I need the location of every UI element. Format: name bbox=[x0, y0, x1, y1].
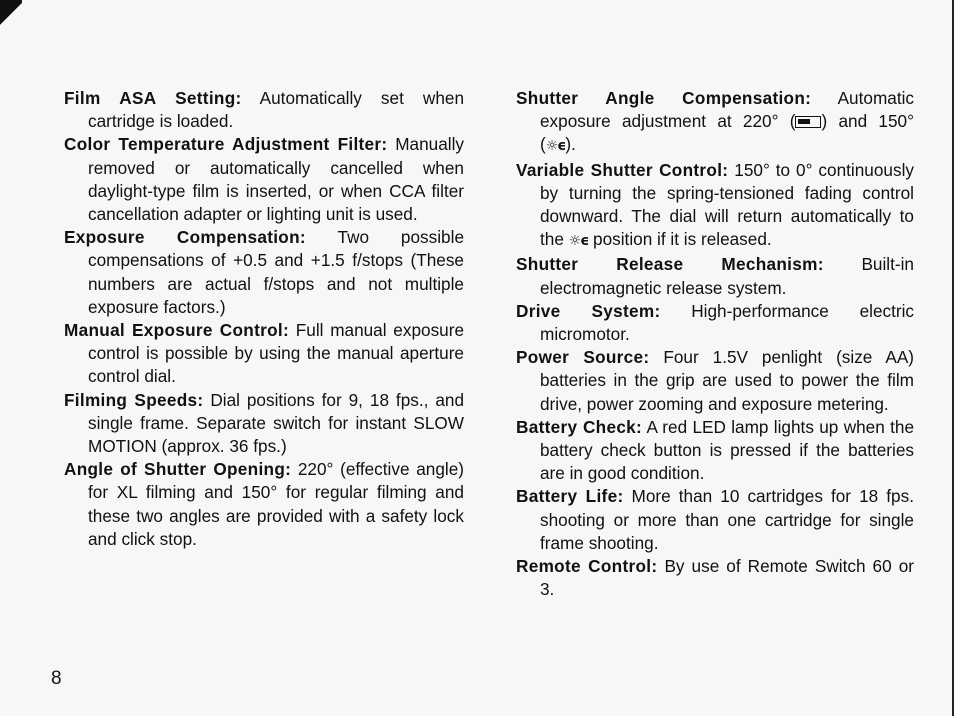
spec-text: By use of Remote Switch 60 or 3. bbox=[540, 556, 914, 600]
spec-text: Manually removed or automatically cancelled when daylight-type film is inserted, or when CCA filter cancellation adapter or lighting unit is used. bbox=[88, 134, 464, 225]
spec-term: Shutter Release Mechanism: bbox=[516, 254, 824, 275]
spec-manual-exposure bbox=[64, 319, 464, 389]
spec-shutter-angle-compensation bbox=[516, 87, 914, 159]
spec-text: Four 1.5V penlight (size AA) batteries in the grip are used to power the film drive, power zooming and exposure metering. bbox=[540, 347, 915, 414]
spec-text: 150° to 0° continuously by turning the spring-tensioned fading control downward. The dial will return automatically to the bbox=[540, 159, 914, 250]
spec-term: Color Temperature Adjustment Filter: bbox=[64, 134, 388, 155]
spec-battery-life bbox=[516, 485, 914, 555]
spec-text: ). bbox=[565, 134, 576, 155]
spec-film-asa bbox=[64, 87, 464, 133]
sun-shutter-icon: ☼ϵ bbox=[545, 138, 566, 155]
spec-shutter-release bbox=[516, 253, 914, 299]
spec-text: Full manual exposure control is possible by using the manual aperture control dial. bbox=[88, 320, 465, 387]
spec-text: 220° (effective angle) for XL filming and 150° for regular filming and these two angles are provided with a safety lock and click stop. bbox=[88, 459, 464, 549]
spec-filming-speeds bbox=[64, 389, 464, 459]
spec-color-temp-filter bbox=[64, 133, 464, 226]
spec-text: A red LED lamp lights up when the battery check button is pressed if the batteries are in good condition. bbox=[540, 416, 915, 484]
spec-term: Angle of Shutter Opening: bbox=[64, 459, 292, 480]
spec-term: Exposure Compensation: bbox=[64, 227, 306, 248]
spec-text: Automatic exposure adjustment at 220° ( bbox=[540, 88, 915, 132]
spec-variable-shutter bbox=[516, 159, 914, 254]
spec-text: Two possible compensations of +0.5 and +1.5 f/stops (These numbers are actual f/stops and not multiple exposure factors.) bbox=[88, 227, 464, 317]
left-column bbox=[64, 87, 464, 551]
spec-term: Power Source: bbox=[516, 347, 650, 368]
spec-term: Shutter Angle Compensation: bbox=[516, 88, 812, 108]
sun-shutter-icon: ☼ϵ bbox=[568, 233, 589, 250]
spec-term: Battery Check: bbox=[516, 416, 643, 437]
spec-shutter-angle bbox=[64, 458, 464, 551]
right-column bbox=[516, 87, 914, 601]
spec-text: Automatically set when cartridge is loaded. bbox=[88, 88, 465, 132]
spec-exposure-compensation bbox=[64, 226, 464, 319]
spec-term: Remote Control: bbox=[516, 556, 658, 577]
page-corner-mark bbox=[0, 0, 22, 48]
spec-term: Battery Life: bbox=[516, 486, 624, 507]
page-number: 8 bbox=[51, 668, 62, 689]
spec-power-source bbox=[516, 346, 914, 416]
spec-text: High-performance electric micromotor. bbox=[540, 300, 915, 345]
spec-term: Filming Speeds: bbox=[64, 389, 204, 410]
spec-term: Film ASA Setting: bbox=[64, 88, 242, 108]
spec-remote-control bbox=[516, 555, 914, 601]
spec-text: ) and 150° ( bbox=[540, 111, 914, 155]
spec-text: position if it is released. bbox=[588, 229, 772, 250]
spec-drive-system bbox=[516, 300, 914, 346]
spec-text: Dial positions for 9, 18 fps., and single frame. Separate switch for instant SLOW MOTION (approx. 36 fps.) bbox=[88, 389, 465, 457]
spec-term: Variable Shutter Control: bbox=[516, 159, 729, 180]
spec-term: Drive System: bbox=[516, 300, 661, 321]
spec-term: Manual Exposure Control: bbox=[64, 320, 290, 341]
spec-text: More than 10 cartridges for 18 fps. shooting or more than one cartridge for single frame shooting. bbox=[540, 486, 914, 553]
xl-shutter-box-icon bbox=[795, 116, 821, 128]
spec-text: Built-in electromagnetic release system. bbox=[540, 254, 914, 298]
spec-battery-check bbox=[516, 416, 914, 486]
